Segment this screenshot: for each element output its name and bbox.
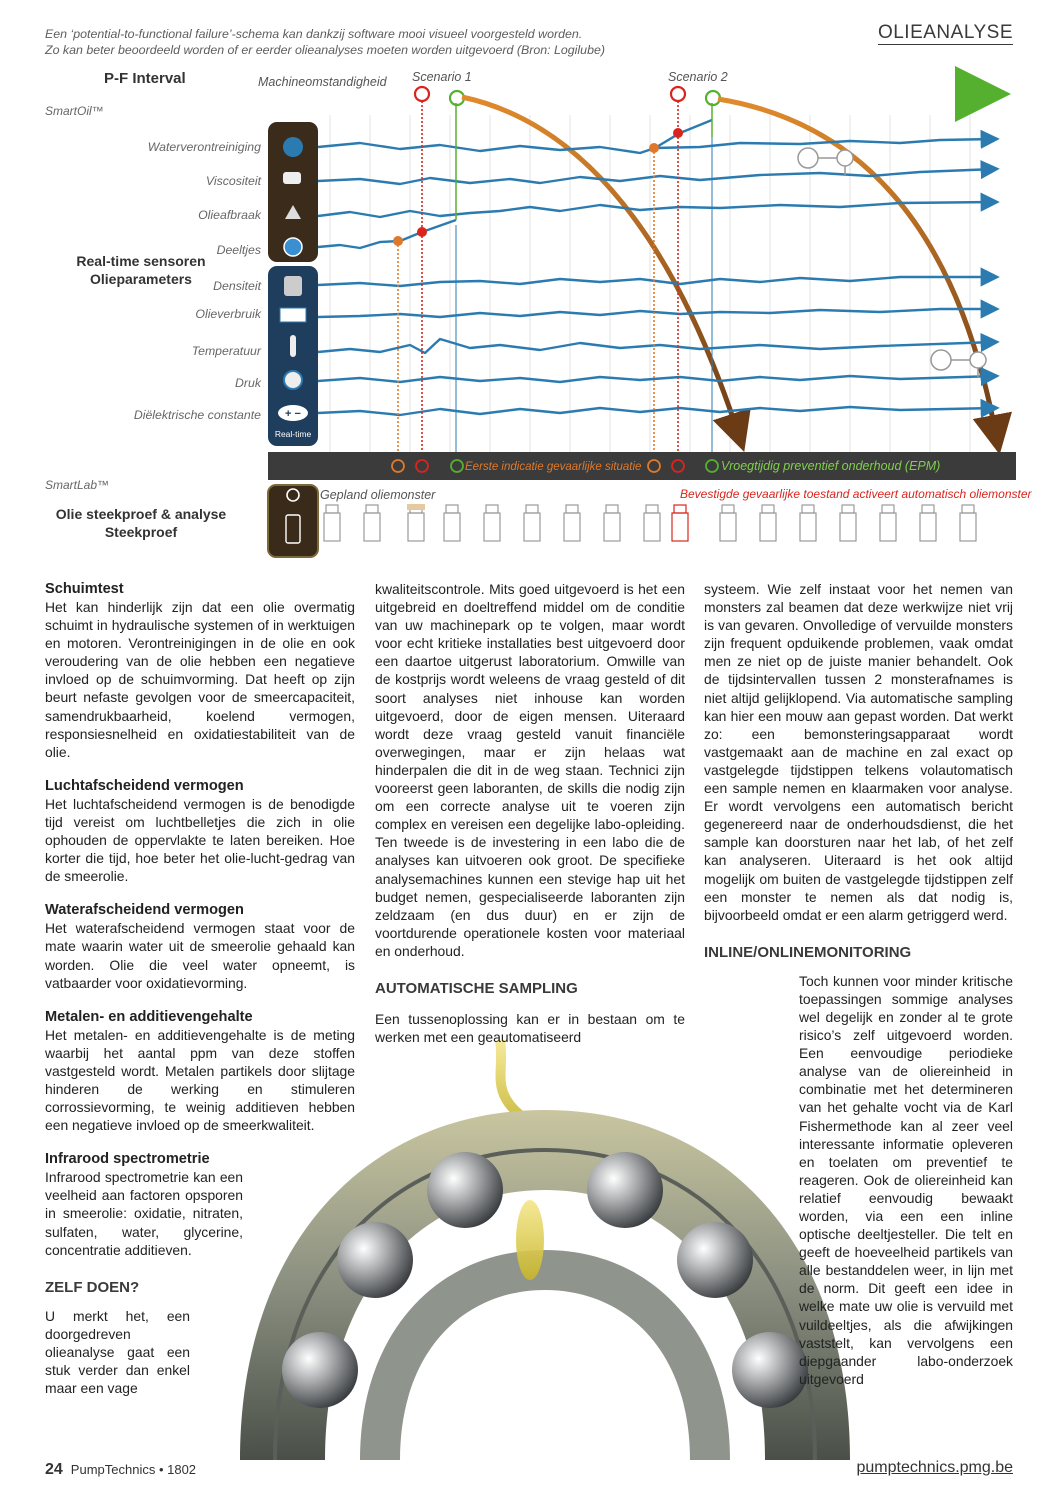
scenario-2-orange-dot xyxy=(649,143,659,153)
param-label-8: Diëlektrische constante xyxy=(133,408,261,422)
para-inline-monitoring: Toch kunnen voor minder kritische toepassingen sommige analyses wel degelijk en zonder al te grote risico’s zelf uitgevoerd worden. Een eenvoudige periodieke analyse van de oliereinheid in combinatie met het determineren van het gehalte vocht via de Karl Fishermethode kan al zeer veel interessante informatie opleveren en toelaten om preventief te reageren. Ook de oliereinheid kan relatief eenvoudig bewaakt worden, via een een inline optische deeltjesteller. Die telt en geeft de hoeveelheid partikels van alle bestanddelen weer, in lijn met de norm. Dit geeft een idee in welke mate uw olie is vervuild met vuildeeltjes, als die afwijkingen vaststelt, kan vervolgens een diepgaander labo-onderzoek uitgevoerd xyxy=(799,972,1013,1387)
sample-bottle-planned-marker xyxy=(407,504,425,510)
smartlab-label: SmartLab™ xyxy=(45,478,110,492)
oil-stream xyxy=(500,1040,520,1115)
first-indication-label: Eerste indicatie gevaarlijke situatie xyxy=(465,461,642,473)
para-luchtafscheidend: Het luchtafscheidend vermogen is de benodigde tijd vereist om luchtbelletjes die zich in olie ophouden de oppervlakte te laten bereiken. Hoe korter die tijd, hoe beter het olie-lucht-gedrag van de smeerolie. xyxy=(45,795,355,885)
heading-waterafscheidend: Waterafscheidend vermogen xyxy=(45,902,244,919)
column-1 xyxy=(45,580,355,1397)
scenario-1-red-dot xyxy=(417,227,427,237)
scenario-2-failure-point xyxy=(671,87,685,101)
realtime-label-2: Olieparameters xyxy=(90,271,192,287)
density-icon xyxy=(284,276,302,296)
scenario-1-failure-point xyxy=(415,87,429,101)
para-kwaliteitscontrole: kwaliteitscontrole. Mits goed uitgevoerd is het een uitgebreid en doeltreffend middel om de conditie van uw machinepark op te volgen, maar wordt voor echt kritieke installaties best uitgevoerd door een daartoe uitgerust laboratorium. Omwille van de kostprijs wordt weleens de vraag gesteld of dit soort analyses niet inhouse kan worden uitgevoerd, door de eigen mensen. Uiteraard wordt deze vraag gesteld vanuit financiële overwegingen, maar er zijn helaas wat hinderpalen die dit in de weg staan. Technici zijn vooreerst geen laboranten, de skills die nodig zijn om een correcte analyse uit te voeren zijn complex en vereisen een degelijke labo-opleiding. Ten tweede is de investering in een labo die de analyses kan uitvoeren ook groot. De specifieke analysemachines kunnen een stevige hap uit het budget nemen, gespecialiseerde laboranten zijn zeldzaam (en dus duur) en er zijn de voortdurende operationele kosten voor materiaal en onderhoud. xyxy=(375,581,685,959)
sample-bottle-alert-cap xyxy=(674,505,686,513)
param-line-2 xyxy=(318,202,995,217)
failure-indicator-1 xyxy=(798,148,853,175)
param-line-1 xyxy=(318,169,995,184)
sample-label-2: Steekproef xyxy=(104,524,178,540)
para-systeem: systeem. Wie zelf instaat voor het nemen van monsters zal beamen dat deze werkwijze niet vrij is van gevaren. Onvolledige of vervuilde monsters zijn frequent opduikende problemen, vaak omdat men ze niet op de juiste manier behandelt. Ook de tijdsintervallen tussen 2 monsterafnames is niet altijd gelijklopend. Via automatische sampling kan hier een mouw aan gepast worden. Dat werkt zo: een bemonsteringsapparaat wordt vastgemaakt aan de machine en zal exact op vastgelegde tijdstippen telkens volautomatisch een sample nemen en klaarmaken voor analyse. Er wordt vervolgens een automatisch bericht gegenereerd naar de onderhoudsdienst, die het sample kan doorsturen naar het lab, of het zelf kan analyseren. Uiteraard is het ook altijd mogelijk om buiten de vastgelegde tijdstippen zelf een monster te nemen als dat nodig is, bijvoorbeeld omdat er een alarm getriggerd werd. xyxy=(704,581,1013,923)
scenario-2-red-dot xyxy=(673,128,683,138)
para-schuimtest: Het kan hinderlijk zijn dat een olie overmatig schuimt in hydraulische systemen of in werktuigen en motoren. Verontreinigingen in de olie en ook veroudering van de olie hebben een negatieve invloed op de schuimvorming. Dat heeft op zijn beurt nefaste gevolgen voor de smeercapaciteit, samendrukbaarheid, koelend vermogen, responsiesnelheid en oxidatiestabiliteit van de olie. xyxy=(45,599,355,760)
viscosity-icon xyxy=(283,172,301,184)
para-waterafscheidend: Het waterafscheidend vermogen staat voor de mate waarin water uit de smeerolie gehaald kan worden. Olie die veel water opneemt, is vatbaarder voor oxidatievorming. xyxy=(45,920,355,991)
degradation-curve-2 xyxy=(718,99,996,435)
param-line-4 xyxy=(318,277,995,286)
confirmed-alert-label: Bevestigde gevaarlijke toestand activeert automatisch oliemonster xyxy=(680,487,1032,501)
inner-ring xyxy=(360,1250,730,1460)
particles-icon xyxy=(284,238,302,256)
param-line-7 xyxy=(318,376,995,382)
scenario-2-detect-point xyxy=(706,91,720,105)
section-label: OLIEANALYSE xyxy=(877,22,1013,43)
early-maintenance-label: Vroegtijdig preventief onderhoud (EPM) xyxy=(721,459,941,473)
param-line-3 xyxy=(318,220,456,248)
param-label-2: Olieafbraak xyxy=(198,208,261,222)
machine-condition-label: Machineomstandigheid xyxy=(258,75,387,89)
realtime-label-1: Real-time sensoren xyxy=(76,253,206,269)
sample-icon-panel xyxy=(268,485,318,557)
footer-left xyxy=(45,1461,196,1479)
heading-inline-monitoring: INLINE/ONLINEMONITORING xyxy=(704,943,912,961)
para-infrarood: Infrarood spectrometrie kan een veelheid aan factoren opsporen in smeerolie: oxidatie, nitraten, sulfaten, water, glycerine, concentratie additieven. xyxy=(45,1169,243,1258)
scenario-1-orange-dot xyxy=(393,236,403,246)
caption-line-2: Zo kan beter beoordeeld worden of er eerder olieanalyses moeten worden uitgevoerd (Bron: Logilube) xyxy=(45,43,605,57)
water-drop-icon xyxy=(283,137,303,157)
pressure-gauge-icon xyxy=(284,371,302,389)
smartoil-label: SmartOil™ xyxy=(45,104,104,118)
oil-drip xyxy=(516,1200,544,1280)
param-label-7: Druk xyxy=(235,376,261,390)
param-label-6: Temperatuur xyxy=(191,344,261,358)
param-line-5 xyxy=(318,309,995,317)
figure-caption xyxy=(45,26,685,58)
para-zelf-doen: U merkt het, een doorgedreven olieanalyse gaat een stuk verder dan enkel maar een vage xyxy=(45,1307,190,1397)
heading-zelf-doen: ZELF DOEN? xyxy=(45,1278,140,1296)
scenario-2-label: Scenario 2 xyxy=(668,70,728,84)
caption-line-1: Een ‘potential-to-functional failure’-schema kan dankzij software mooi visueel voorgesteld worden. xyxy=(45,27,583,41)
param-label-3: Deeltjes xyxy=(216,243,261,257)
sample-bottle-alert xyxy=(672,513,688,541)
thermometer-icon xyxy=(290,335,296,357)
page-number: 24 xyxy=(45,1461,63,1478)
param-label-0: Waterverontreiniging xyxy=(147,140,261,154)
column-2 xyxy=(375,580,685,1046)
column-3 xyxy=(704,580,1013,1388)
magazine-issue: PumpTechnics • 1802 xyxy=(70,1462,197,1477)
footer-url[interactable]: pumptechnics.pmg.be xyxy=(856,1459,1013,1476)
heading-luchtafscheidend: Luchtafscheidend vermogen xyxy=(45,777,244,794)
scenario-1-label: Scenario 1 xyxy=(412,70,472,84)
pf-interval-title: P-F Interval xyxy=(104,70,186,87)
param-line-6 xyxy=(318,339,995,353)
heading-metalen: Metalen- en additievengehalte xyxy=(45,1008,253,1025)
planned-sample-label: Gepland oliemonster xyxy=(320,488,436,502)
param-label-1: Viscositeit xyxy=(205,174,261,188)
para-metalen: Het metalen- en additievengehalte is de meting waarbij het aantal ppm van deze stoffen vastgesteld wordt. Metalen partikels door slijtage hinderen de werking en stimuleren corrossievorming, te weinig additieven hebben een negatieve invloed op de smeerkwaliteit. xyxy=(45,1026,355,1134)
heading-infrarood: Infrarood spectrometrie xyxy=(45,1151,210,1168)
heading-schuimtest: Schuimtest xyxy=(45,581,124,597)
dielectric-icon-glyph: + − xyxy=(285,408,301,420)
oil-consumption-icon xyxy=(280,308,306,322)
failure-indicator-2 xyxy=(931,350,986,377)
param-label-4: Densiteit xyxy=(213,279,261,293)
sample-bottles xyxy=(324,505,976,541)
param-label-5: Olieverbruik xyxy=(195,307,261,321)
para-automatische-sampling: Een tussenoplossing kan er in bestaan om te werken met een geautomatiseerd xyxy=(375,1010,685,1046)
realtime-badge: Real-time xyxy=(274,429,312,439)
param-line-0-break xyxy=(655,120,712,148)
param-line-8 xyxy=(318,407,995,415)
pf-interval-diagram xyxy=(0,55,1058,575)
heading-automatische-sampling: AUTOMATISCHE SAMPLING xyxy=(375,979,578,997)
sample-label-1: Olie steekproef & analyse xyxy=(55,506,227,522)
